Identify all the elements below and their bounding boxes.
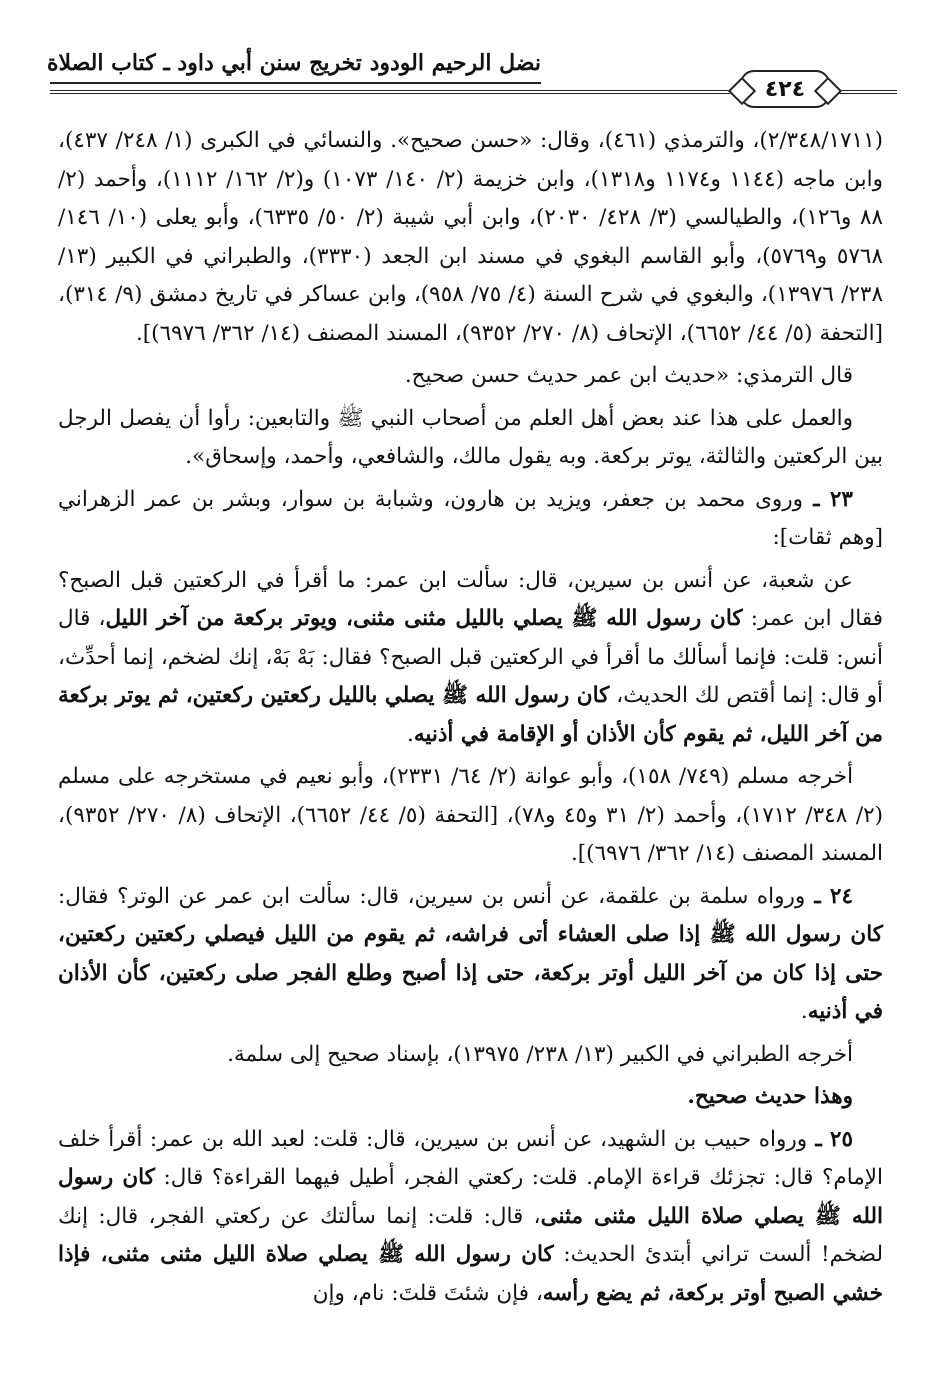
text-segment: . (800, 999, 808, 1024)
body-text (58, 122, 883, 1313)
bold-text-segment: وهذا حديث صحيح. (687, 1084, 853, 1109)
paragraph-p1 (58, 122, 883, 353)
paragraph-p10 (58, 1121, 883, 1314)
bold-text-segment: ٢٥ ـ (807, 1126, 853, 1152)
text-segment: أخرجه الطبراني في الكبير (١٣/ ٢٣٨/ ١٣٩٧٥)، بإسناد صحيح إلى سلمة. (227, 1041, 853, 1067)
paragraph-p7 (58, 878, 883, 1032)
text-segment: ، قال: قلت: إنما سألتك عن ركعتي الفجر، قال: إنك لضخم! ألست تراني أبتدئ الحديث: (58, 1203, 883, 1267)
text-segment: أخرجه مسلم (٧٤٩/ ١٥٨)، وأبو عوانة (٢/ ٦٤/ ٢٣٣١)، وأبو نعيم في مستخرجه على مسلم (٢/ ٣٤٨/ ١٧١٢)، وأحمد (٢/ ٣١ و٤٥ و٧٨)، [التحفة (٥/ ٤٤/ ٦٦٥٢)، الإتحاف (٨/ ٢٧٠/ ٩٣٥٢)، المسند المصنف (١٤/ ٣٦٢/ ٦٩٧٦)]. (58, 764, 884, 866)
header-double-rule-right (835, 90, 897, 94)
text-segment: (٢/٣٤٨/١٧١١)، والترمذي (٤٦١)، وقال: «حسن صحيح». والنسائي في الكبرى (١/ ٢٤٨/ ٤٣٧)، وابن ماجه (١١٤٤ و١١٧٤ و١٣١٨)، وابن خزيمة (٢/ ١٤٠/ ١٠٧٣) و(٢/ ١٦٢/ ١١١٢)، وأحمد (٢/ ٨٨ و١٢٦)، والطيالسي (٣/ ٤٢٨/ ٢٠٣٠)، وابن أبي شيبة (٢/ ٥٠/ ٦٣٣٥)، وأبو يعلى (١٠/ ١٤٦/ ٥٧٦٨ و٥٧٦٩)، وأبو القاسم البغوي في مسند ابن الجعد (٣٣٣٠)، والطبراني في الكبير (١٣/ ٢٣٨/ ١٣٩٧٦)، والبغوي في شرح السنة (٤/ ٧٥/ ٩٥٨)، وابن عساكر في تاريخ دمشق (٩/ ٣١٤)، [التحفة (٥/ ٤٤/ ٦٦٥٢)، الإتحاف (٨/ ٢٧٠/ ٩٣٥٢)، المسند المصنف (١٤/ ٣٦٢/ ٦٩٧٦)]. (58, 128, 884, 346)
paragraph-p2 (58, 357, 883, 396)
bold-text-segment: كان رسول الله ﷺ إذا صلى العشاء أتى فراشه، ثم يقوم من الليل فيصلي ركعتين ركعتين، حتى إذا كان من آخر الليل أوتر بركعة، حتى إذا أصبح وطلع الفجر صلى ركعتين، كأن الأذان في أذنيه (58, 922, 883, 1024)
bold-text-segment: ٢٤ ـ (805, 883, 853, 909)
text-segment: ، قال أنس: قلت: فإنما أسألك ما أقرأ في الركعتين قبل الصبح؟ فقال: بَهْ بَهْ، إنك لضخم، إنما أحدِّث، أو قال: إنما أقتص لك الحديث، (58, 606, 883, 708)
running-header-title: نضل الرحيم الودود تخريج سنن أبي داود ـ كتاب الصلاة (46, 50, 541, 76)
text-segment: عن شعبة، عن أنس بن سيرين، قال: سألت ابن عمر: ما أقرأ في الركعتين قبل الصبح؟ فقال ابن عمر: (58, 567, 883, 631)
bold-text-segment: ٢٣ ـ (803, 486, 853, 512)
bold-text-segment: كان رسول الله ﷺ يصلي بالليل مثنى مثنى، ويوتر بركعة من آخر الليل (105, 606, 743, 631)
text-segment: . (407, 721, 414, 747)
bold-text-segment: كان رسول الله ﷺ يصلي صلاة الليل مثنى مثنى، فإذا خشي الصبح أوتر بركعة، ثم يضع رأسه (58, 1242, 883, 1306)
bold-text-segment: كان رسول الله ﷺ يصلي صلاة الليل مثنى مثنى (58, 1165, 883, 1229)
text-segment: قال الترمذي: «حديث ابن عمر حديث حسن صحيح. (404, 363, 853, 388)
bold-text-segment: كان رسول الله ﷺ يصلي بالليل ركعتين ركعتين، ثم يوتر بركعة من آخر الليل، ثم يقوم كأن الأذان أو الإقامة في أذنيه (58, 683, 883, 747)
paragraph-p5 (58, 562, 883, 755)
paragraph-p6 (58, 758, 883, 874)
text-segment: وروى محمد بن جعفر، ويزيد بن هارون، وشبابة بن سوار، وبشر بن عمر الزهراني [وهم ثقات]: (58, 486, 883, 550)
header-double-rule-left (50, 90, 730, 94)
paragraph-p4 (58, 481, 883, 558)
page-number-ornament (740, 70, 830, 108)
text-segment: ، فإن شئتَ قلتَ: نام، وإن (312, 1280, 543, 1306)
text-segment: ورواه حبيب بن الشهيد، عن أنس بن سيرين، قال: قلت: لعبد الله بن عمر: أقرأ خلف الإمام؟ قال: تجزئك قراءة الإمام. قلت: ركعتي الفجر، أطيل فيهما القراءة؟ قال: (58, 1126, 884, 1190)
page-number: ٤٢٤ (764, 76, 806, 102)
text-segment: والعمل على هذا عند بعض أهل العلم من أصحاب النبي ﷺ والتابعين: رأوا أن يفصل الرجل بين الركعتين والثالثة، يوتر بركعة. وبه يقول مالك، والشافعي، وأحمد، وإسحاق». (58, 405, 883, 469)
paragraph-p3 (58, 400, 883, 477)
paragraph-p9 (58, 1078, 883, 1117)
header-rule (50, 82, 541, 84)
text-segment: ورواه سلمة بن علقمة، عن أنس بن سيرين، قال: سألت ابن عمر عن الوتر؟ فقال: (58, 883, 806, 909)
paragraph-p8 (58, 1036, 883, 1075)
